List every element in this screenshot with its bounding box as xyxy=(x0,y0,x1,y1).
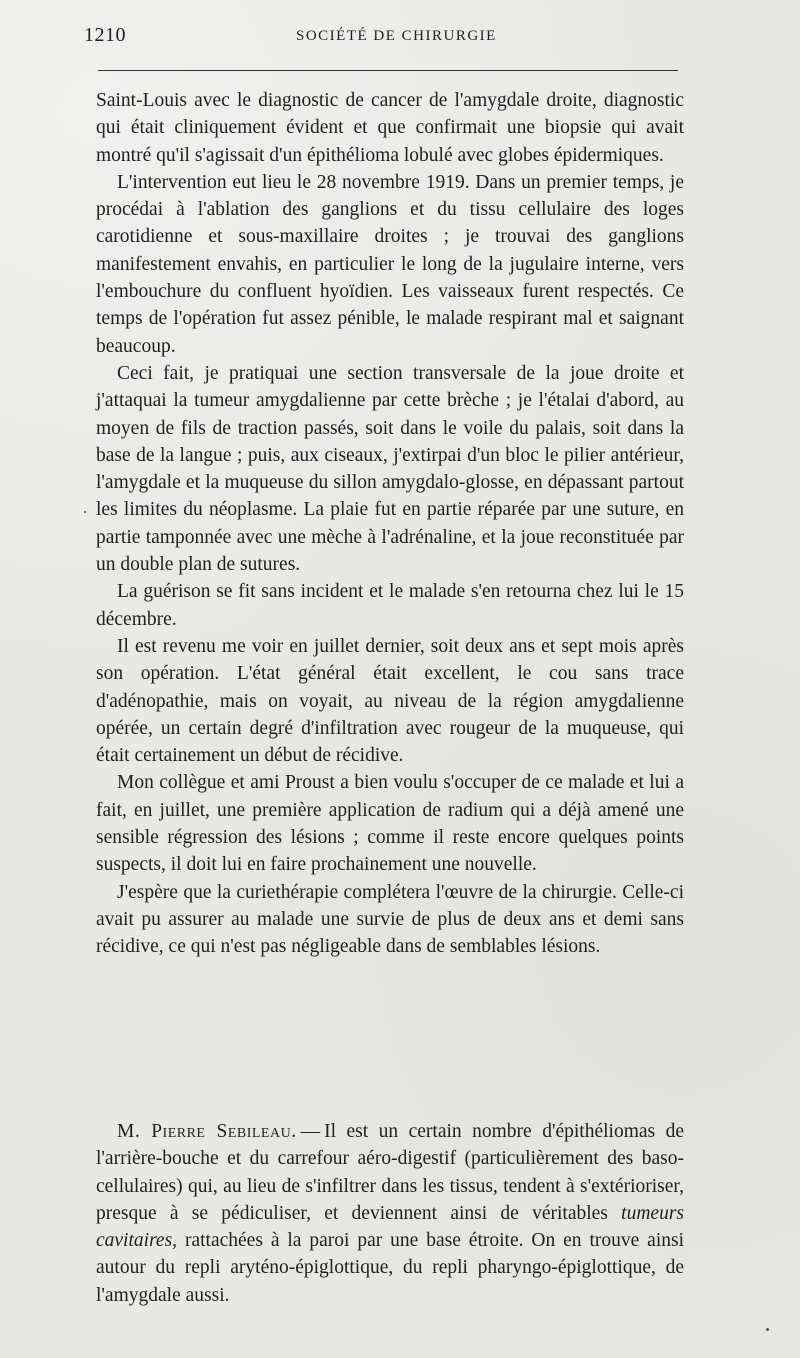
paragraph-5: Il est revenu me voir en juillet dernier, soit deux ans et sept mois après son opération. L'état général était excellent, le cou sans trace d'adénopathie, mais on voyait, au niveau de la région amygdalienne opérée, un certain degré d'infiltration avec rougeur de la muqueuse, qui était certainement un début de récidive. xyxy=(96,635,684,767)
page-header xyxy=(84,24,680,54)
discussion-section xyxy=(96,1118,684,1309)
paragraph-1: Saint-Louis avec le diagnostic de cancer de l'amygdale droite, diagnostic qui était cliniquement évident et que confirmait une biopsie qui avait montré qu'il s'agissait d'un épithélioma lobulé avec globes épidermiques. xyxy=(96,90,684,166)
page-number: 1210 xyxy=(84,24,126,46)
paragraph-6: Mon collègue et ami Proust a bien voulu s'occuper de ce malade et lui a fait, en juillet, une première application de radium qui a déjà amené une sensible régression des lésions ; comme il reste encore quelques points suspects, il doit lui en faire prochainement une nouvelle. xyxy=(96,772,684,876)
paragraph-4: La guérison se fit sans incident et le malade s'en retourna chez lui le 15 décembre. xyxy=(96,581,684,630)
speaker-name: M. Pierre Sebileau. xyxy=(117,1121,297,1142)
header-rule xyxy=(98,70,678,71)
speaker-dash: — xyxy=(300,1121,321,1142)
paper-speck xyxy=(766,1328,769,1331)
paragraph-3: Ceci fait, je pratiquai une section transversale de la joue droite et j'attaquai la tumeur amygdalienne par cette brèche ; je l'étalai d'abord, au moyen de fils de traction passés, soit dans le voile du palais, soit dans la base de la langue ; puis, aux ciseaux, j'extirpai d'un bloc le pilier antérieur, l'amygdale et la muqueuse du sillon amygdalo-glosse, en dépassant partout les limites du néoplasme. La plaie fut en partie réparée par une suture, en partie tamponnée avec une mèche à l'adrénaline, et la joue reconstituée par un double plan de sutures. xyxy=(96,362,684,576)
paragraph-7: J'espère que la curiethérapie complétera l'œuvre de la chirurgie. Celle-ci avait pu assurer au malade une survie de plus de deux ans et demi sans récidive, ce qui n'est pas négligeable dans de semblables lésions. xyxy=(96,881,684,958)
main-text xyxy=(96,87,684,961)
running-title: SOCIÉTÉ DE CHIRURGIE xyxy=(296,28,497,44)
discussion-paragraph xyxy=(96,1118,684,1309)
paragraph-2: L'intervention eut lieu le 28 novembre 1919. Dans un premier temps, je procédai à l'ablation des ganglions et du tissu cellulaire des loges carotidienne et sous-maxillaire droites ; je trouvai des ganglions manifestement envahis, en particulier le long de la jugulaire interne, vers l'embouchure du confluent hyoïdien. Les vaisseaux furent respectés. Ce temps de l'opération fut assez pénible, le malade respirant mal et saignant beaucoup. xyxy=(96,171,684,357)
paper-speck xyxy=(84,511,86,513)
discussion-text-end: rattachées à la paroi par une base étroite. On en trouve ainsi autour du repli aryténo-épiglottique, du repli pharyngo-épiglottique, de l'amygdale aussi. xyxy=(96,1230,684,1306)
discussion-text-start: Il est un certain nombre d'épithéliomas de l'arrière-bouche et du carrefour aéro-digestif (particulièrement des baso-cellulaires) qui, au lieu de s'infiltrer dans les tissus, tendent à s'extérioriser, presque à se pédiculiser, et deviennent ainsi de véritables xyxy=(96,1121,684,1224)
italic-term: tumeurs cavitaires, xyxy=(96,1202,685,1252)
